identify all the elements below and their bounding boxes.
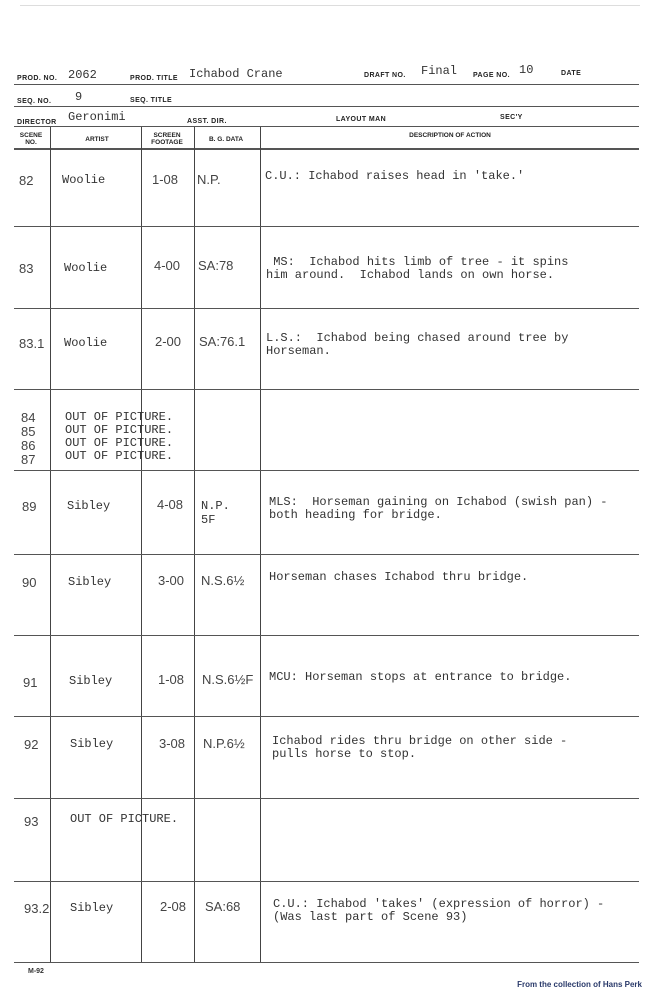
action-description: MLS: Horseman gaining on Ichabod (swish pan) - both heading for bridge. <box>269 495 608 522</box>
draft-no-value: Final <box>421 64 458 78</box>
bg-data: N.S.6½ <box>201 573 245 588</box>
bg-data: SA:78 <box>198 258 234 273</box>
director-value: Geronimi <box>68 110 126 124</box>
header-rule-2 <box>14 106 639 107</box>
screen-footage: 1-08 <box>152 172 179 187</box>
scene-number: 83.1 <box>19 336 45 351</box>
form-number: M-92 <box>28 968 44 975</box>
draft-no-label: DRAFT NO. <box>364 72 406 79</box>
screen-footage: 1-08 <box>158 672 185 687</box>
grid-col-line-4 <box>260 127 261 963</box>
prod-title-value: Ichabod Crane <box>189 67 283 81</box>
screen-footage: 4-00 <box>154 258 181 273</box>
row-rule <box>14 470 639 471</box>
screen-footage: 2-08 <box>160 899 187 914</box>
col-header-description: DESCRIPTION OF ACTION <box>409 132 491 139</box>
artist-name: Sibley <box>70 901 114 915</box>
top-rule <box>20 5 640 6</box>
action-description: L.S.: Ichabod being chased around tree by Horseman. <box>266 331 569 358</box>
header-rule-3 <box>14 126 639 127</box>
bg-data: N.P. <box>197 172 221 187</box>
scene-number: 83 <box>19 261 34 276</box>
row-rule <box>14 881 639 882</box>
action-description: MCU: Horseman stops at entrance to bridge. <box>269 670 572 684</box>
secy-label: SEC'Y <box>500 114 523 121</box>
artist-name: Woolie <box>64 336 108 350</box>
action-description: MS: Ichabod hits limb of tree - it spins him around. Ichabod lands on own horse. <box>266 255 569 282</box>
artist-name: Sibley <box>70 737 114 751</box>
row-rule <box>14 389 639 390</box>
scene-number: 90 <box>22 575 37 590</box>
artist-name: Woolie <box>64 261 108 275</box>
scene-number: 82 <box>19 173 34 188</box>
bg-data: N.S.6½F <box>202 672 254 687</box>
bg-data: N.P. 5F <box>201 499 230 527</box>
row-rule <box>14 308 639 309</box>
grid-col-line-3 <box>194 127 195 963</box>
scene-number: 93.2 <box>24 901 50 916</box>
col-header-bg: B. G. DATA <box>208 136 244 143</box>
seq-no-value: 9 <box>75 90 83 104</box>
action-description: Ichabod rides thru bridge on other side - pulls horse to stop. <box>272 734 568 761</box>
asst-dir-label: ASST. DIR. <box>187 118 227 125</box>
screen-footage: 4-08 <box>157 497 184 512</box>
grid-col-line-1 <box>50 127 51 963</box>
row-rule <box>14 798 639 799</box>
artist-name: Sibley <box>67 499 111 513</box>
artist-name: OUT OF PICTURE. OUT OF PICTURE. OUT OF PICTURE. OUT OF PICTURE. <box>65 410 174 463</box>
prod-title-label: PROD. TITLE <box>130 75 178 82</box>
col-header-artist: ARTIST <box>85 136 109 143</box>
layout-man-label: LAYOUT MAN <box>336 116 387 123</box>
row-rule <box>14 962 639 963</box>
header-rule-1 <box>14 84 639 85</box>
scene-number: 84 85 86 87 <box>21 410 36 467</box>
seq-title-label: SEQ. TITLE <box>130 97 173 104</box>
scene-number: 92 <box>24 737 39 752</box>
artist-name: Sibley <box>68 575 112 589</box>
director-label: DIRECTOR <box>17 119 57 126</box>
screen-footage: 3-08 <box>159 736 186 751</box>
row-rule <box>14 716 639 717</box>
prod-no-label: PROD. NO. <box>17 75 58 82</box>
prod-no-value: 2062 <box>68 68 97 82</box>
page-no-label: PAGE NO. <box>473 72 510 79</box>
artist-name: Woolie <box>62 173 106 187</box>
row-rule <box>14 554 639 555</box>
scene-number: 93 <box>24 814 39 829</box>
page-no-value: 10 <box>519 63 534 77</box>
action-description: Horseman chases Ichabod thru bridge. <box>269 570 529 584</box>
date-label: DATE <box>561 70 582 77</box>
seq-no-label: SEQ. NO. <box>17 98 52 105</box>
scene-number: 91 <box>23 675 38 690</box>
artist-name: OUT OF PICTURE. <box>70 812 179 826</box>
col-header-scene: SCENE NO. <box>19 132 43 146</box>
bg-data: SA:76.1 <box>199 334 246 349</box>
action-description: C.U.: Ichabod 'takes' (expression of horror) - (Was last part of Scene 93) <box>273 897 605 924</box>
artist-name: Sibley <box>69 674 113 688</box>
bg-data: N.P.6½ <box>203 736 245 751</box>
col-header-footage: SCREEN FOOTAGE <box>151 132 183 146</box>
row-rule <box>14 635 639 636</box>
screen-footage: 2-00 <box>155 334 182 349</box>
row-rule <box>14 226 639 227</box>
grid-col-line-2 <box>141 127 142 963</box>
collection-credit: From the collection of Hans Perk <box>517 980 642 989</box>
column-header-rule <box>14 148 639 150</box>
bg-data: SA:68 <box>205 899 241 914</box>
action-description: C.U.: Ichabod raises head in 'take.' <box>265 169 525 183</box>
screen-footage: 3-00 <box>158 573 185 588</box>
scene-number: 89 <box>22 499 37 514</box>
